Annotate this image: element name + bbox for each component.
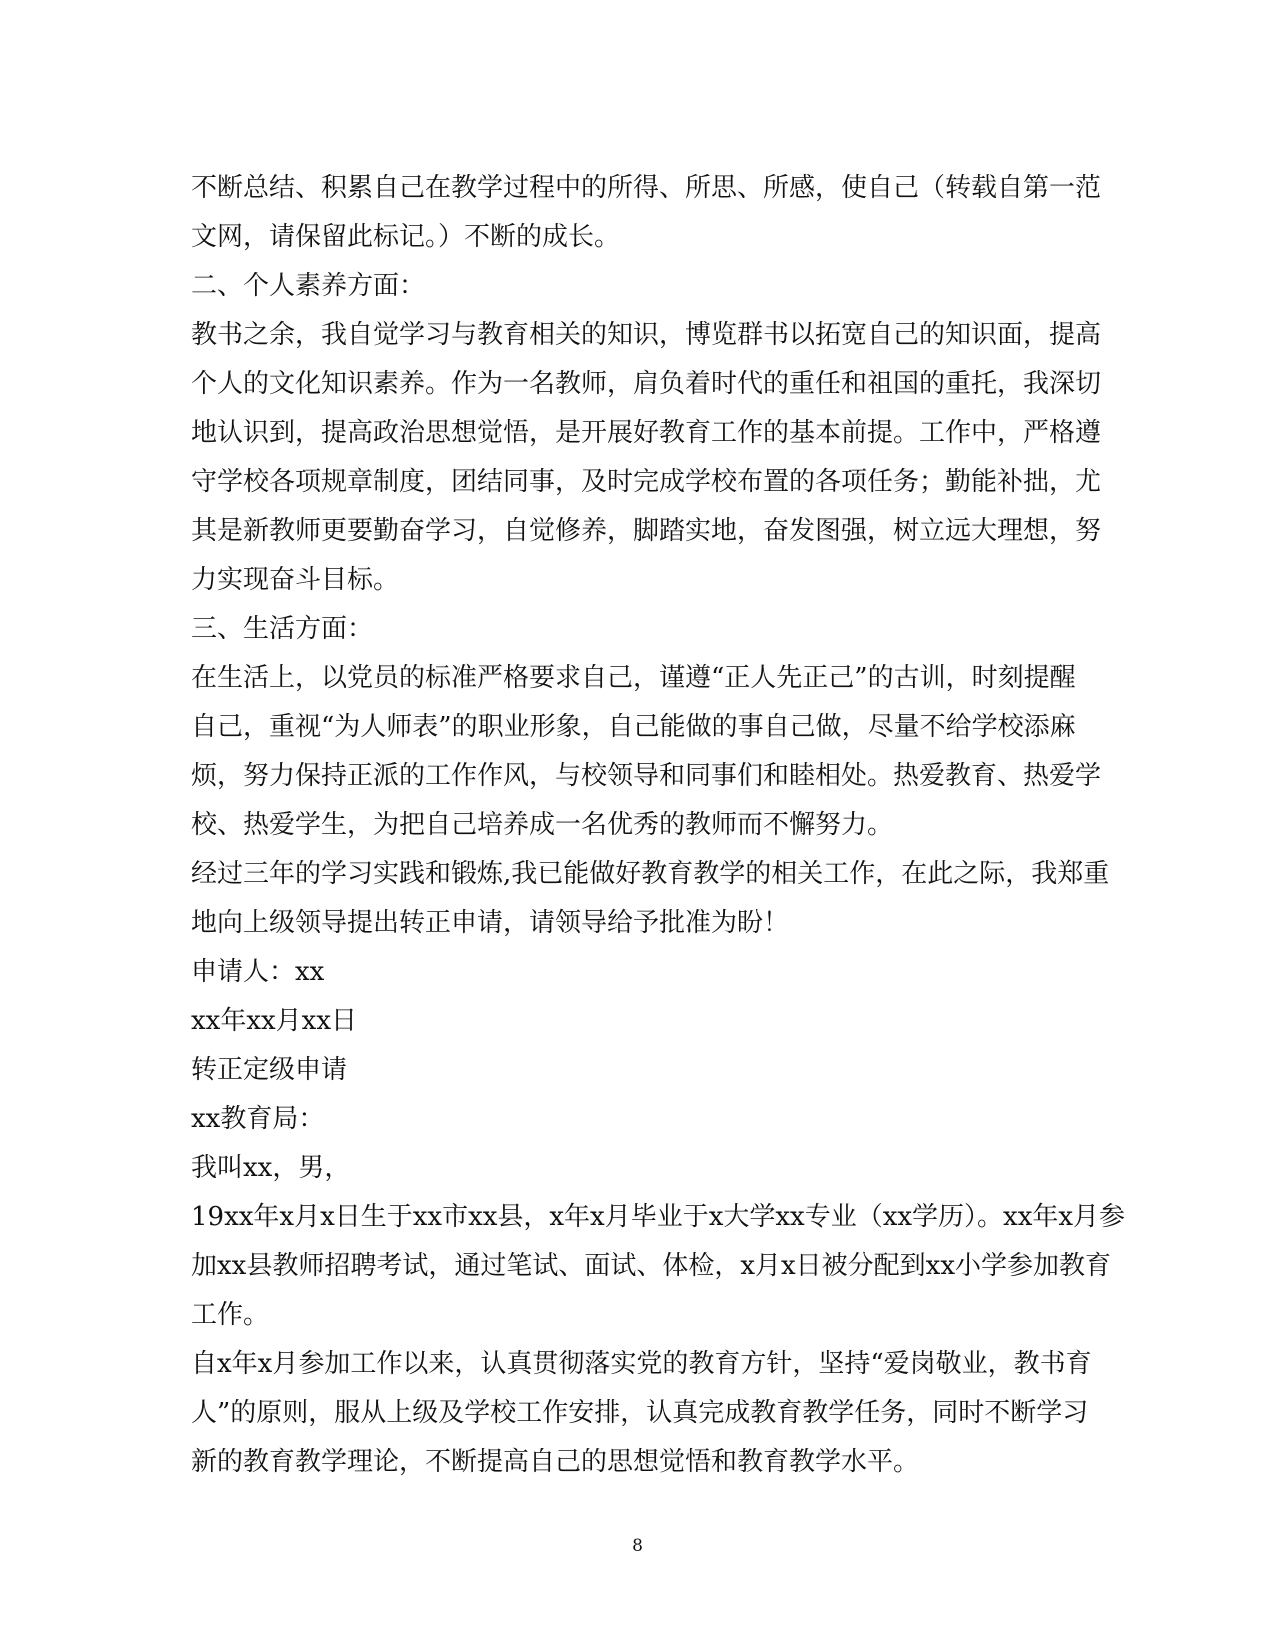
text-line: 加xx县教师招聘考试，通过笔试、面试、体检，x月x日被分配到xx小学参加教育 <box>191 1251 1111 1281</box>
text-line: 我叫xx，男， <box>191 1153 351 1183</box>
text-line: 教书之余，我自觉学习与教育相关的知识，博览群书以拓宽自己的知识面，提高 <box>191 320 1102 350</box>
text-line: 校、热爱学生，为把自己培养成一名优秀的教师而不懈努力。 <box>191 810 894 840</box>
text-line: 守学校各项规章制度，团结同事，及时完成学校布置的各项任务；勤能补拙，尤 <box>191 467 1102 497</box>
text-line: 在生活上，以党员的标准严格要求自己，谨遵“正人先正己”的古训，时刻提醒 <box>191 663 1076 693</box>
addressee-line: xx教育局： <box>191 1104 325 1134</box>
text-line: 经过三年的学习实践和锻炼,我已能做好教育教学的相关工作，在此之际，我郑重 <box>191 859 1110 889</box>
text-line: 其是新教师更要勤奋学习，自觉修养，脚踏实地，奋发图强，树立远大理想，努 <box>191 516 1102 546</box>
document-title: 转正定级申请 <box>191 1055 348 1085</box>
text-line: 文网，请保留此标记。）不断的成长。 <box>191 222 621 252</box>
date-line: xx年xx月xx日 <box>191 1006 357 1036</box>
text-line: 力实现奋斗目标。 <box>191 565 400 595</box>
text-line: 工作。 <box>191 1300 270 1330</box>
text-line: 自x年x月参加工作以来，认真贯彻落实党的教育方针，坚持“爱岗敬业，教书育 <box>191 1349 1092 1379</box>
text-line: 个人的文化知识素养。作为一名教师，肩负着时代的重任和祖国的重托，我深切 <box>191 369 1102 399</box>
page-number: 8 <box>632 1536 643 1556</box>
text-line: 新的教育教学理论，不断提高自己的思想觉悟和教育教学水平。 <box>191 1447 920 1477</box>
text-line: 不断总结、积累自己在教学过程中的所得、所思、所感，使自己（转载自第一范 <box>191 173 1102 203</box>
text-line: 自己，重视“为人师表”的职业形象，自己能做的事自己做，尽量不给学校添麻 <box>191 712 1076 742</box>
section-heading: 三、生活方面： <box>191 614 374 644</box>
text-line: 地认识到，提高政治思想觉悟，是开展好教育工作的基本前提。工作中，严格遵 <box>191 418 1102 448</box>
applicant-line: 申请人：xx <box>191 957 325 987</box>
text-line: 烦，努力保持正派的工作作风，与校领导和同事们和睦相处。热爱教育、热爱学 <box>191 761 1102 791</box>
document-body <box>191 164 1126 1487</box>
text-line: 地向上级领导提出转正申请，请领导给予批准为盼！ <box>191 908 790 938</box>
section-heading: 二、个人素养方面： <box>191 271 426 301</box>
text-line: 19xx年x月x日生于xx市xx县，x年x月毕业于x大学xx专业（xx学历）。xx年x月参 <box>191 1202 1126 1232</box>
text-line: 人”的原则，服从上级及学校工作安排，认真完成教育教学任务，同时不断学习 <box>191 1398 1089 1428</box>
